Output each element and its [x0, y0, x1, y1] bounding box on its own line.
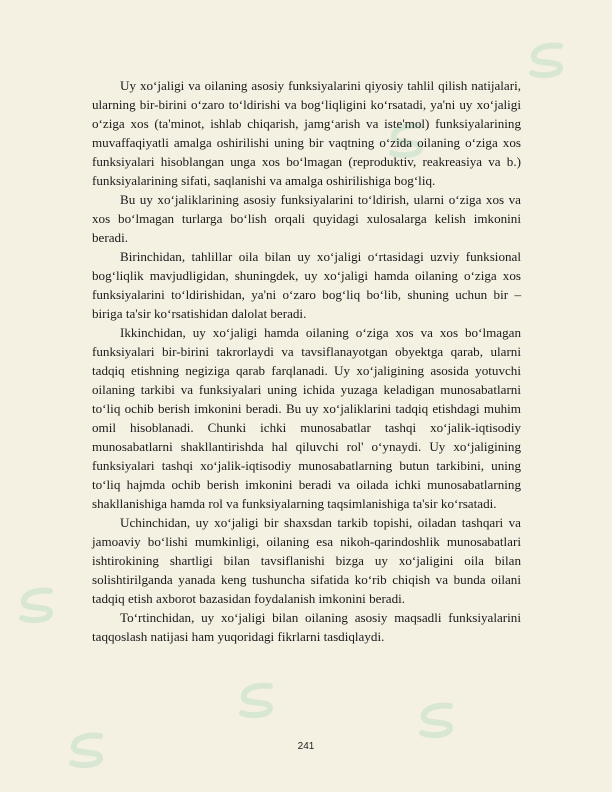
watermark-logo-icon	[410, 700, 466, 740]
paragraph: Uy xo‘jaligi va oilaning asosiy funksiyalarini qiyosiy tahlil qilish natijalari, ularning bir-birini o‘zaro to‘ldirishi va bog‘liqligini ko‘rsatadi, ya'ni uy xo‘jaligi o‘ziga xos (ta'minot, ishlab chiqarish, jamg‘arish va iste'mol) funksiyalarining muvaffaqiyatli amalga oshirilishi uning bir vaqtning o‘zida oilaning o‘ziga xos funksiyalari hisoblangan unga xos bo‘lmagan (reproduktiv, reakreasiya va b.) funksiyalarining sifati, saqlanishi va amalga oshirilishiga bog‘liq.	[92, 78, 521, 188]
watermark-logo-icon	[10, 585, 66, 625]
paragraph: Ikkinchidan, uy xo‘jaligi hamda oilaning o‘ziga xos va xos bo‘lmagan funksiyalari bir-birini takrorlaydi va tavsiflanayotgan obyektga qarab, ularni tadqiq etishning negiziga qarab farqlanadi. Uy xo‘jaligining asosida yotuvchi oilaning tarkibi va funksiyalari uning ichida yuzaga keladigan munosabatlarni to‘liq ochib berish imkonini beradi. Bu uy xo‘jaliklarini tadqiq etishdagi muhim omil hisoblanadi. Chunki ichki munosabatlar tashqi xo‘jalik-iqtisodiy munosabatlarni shakllantirishda hal qiluvchi rol' o‘ynaydi. Uy xo‘jaligining funksiyalari tashqi xo‘jalik-iqtisodiy munosabatlarning butun tarkibini, uning to‘liq hajmda ochib berish imkonini beradi va oilada ichki munosabatlarning shakllanishiga hamda rol va funksiyalarning taqsimlanishiga ta'sir ko‘rsatadi.	[92, 325, 521, 511]
page-number: 241	[297, 741, 315, 752]
watermark-logo-icon	[520, 40, 576, 80]
paragraph: To‘rtinchidan, uy xo‘jaligi bilan oilaning asosiy maqsadli funksiyalarini taqqoslash natijasi ham yuqoridagi fikrlarni tasdiqlaydi.	[92, 610, 521, 644]
paragraph: Birinchidan, tahlillar oila bilan uy xo‘jaligi o‘rtasidagi uzviy funksional bog‘liqlik mavjudligidan, shuningdek, uy xo‘jaligi hamda oilaning o‘ziga xos funksiyalarini to‘ldirishidan, ya'ni o‘zaro bog‘liq bo‘lib, shuning uchun bir – biriga ta'sir ko‘rsatishidan dalolat beradi.	[92, 249, 521, 321]
paragraph: Bu uy xo‘jaliklarining asosiy funksiyalarini to‘ldirish, ularni o‘ziga xos va xos bo‘lmagan turlarga bo‘lish orqali quyidagi xulosalarga kelish imkonini beradi.	[92, 192, 521, 245]
watermark-logo-icon	[230, 680, 286, 720]
page-body	[92, 76, 521, 646]
paragraph: Uchinchidan, uy xo‘jaligi bir shaxsdan tarkib topishi, oiladan tashqari va jamoaviy bo‘lishi mumkinligi, oilaning esa nikoh-qarindoshlik munosabatlari ishtirokining shartligi bilan tavsiflanishi bizga uy xo‘jaligini oila bilan solishtirilganda yanada keng tushuncha sifatida ko‘rib chiqish va bunda oilani tadqiq etish axborot bazasidan foydalanish imkonini beradi.	[92, 515, 521, 606]
